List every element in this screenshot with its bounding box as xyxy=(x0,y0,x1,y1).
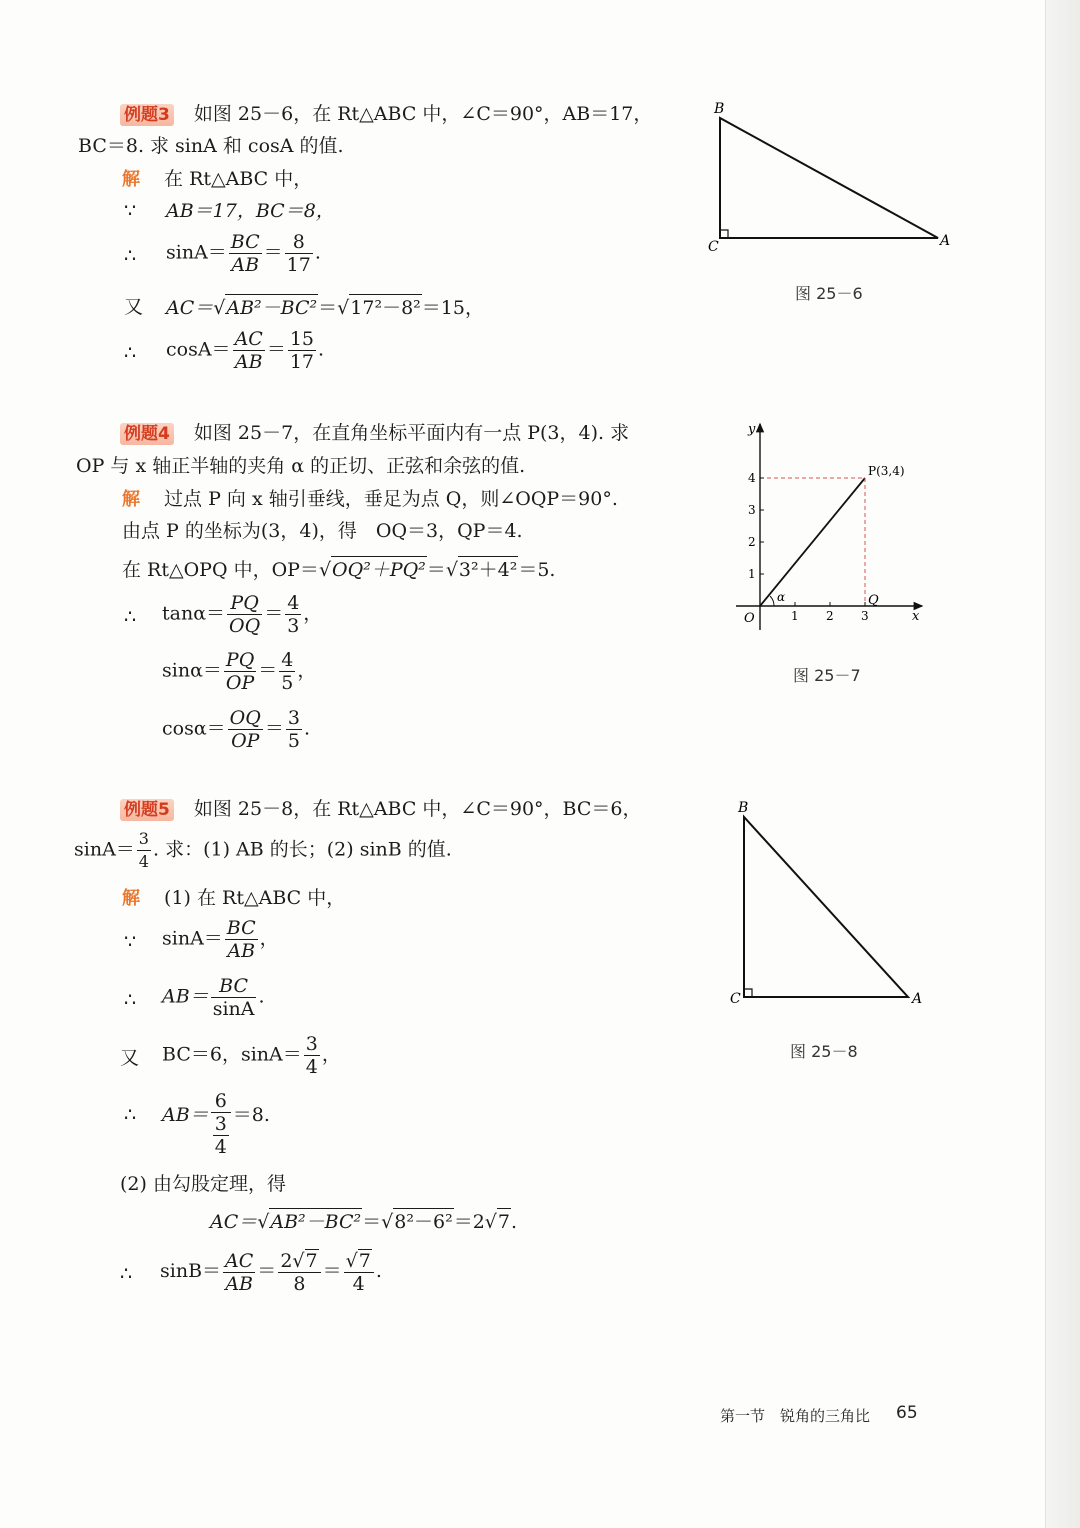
ex3-solution-label: 解 xyxy=(122,169,140,190)
caption-25-6: 图 25－6 xyxy=(795,284,863,303)
radical: AB²－BC² xyxy=(269,1208,362,1235)
ex3-line1: 例题3 如图 25－6，在 Rt△ABC 中，∠C＝90°，AB＝17， xyxy=(120,101,652,127)
ex3-sol-line1: 解 在 Rt△ABC 中， xyxy=(122,168,313,190)
radical: AB²－BC² xyxy=(225,294,318,321)
ex5-tag: 例题5 xyxy=(120,799,174,821)
tick-label-y3: 3 xyxy=(748,503,756,517)
fraction: $\frac{PQ}{OP}$ xyxy=(225,649,255,694)
segment-op xyxy=(760,478,865,606)
tick-label-x2: 2 xyxy=(826,609,834,623)
fraction: $\frac{3}{4}$ xyxy=(138,829,149,871)
label-a: A xyxy=(912,991,923,1007)
ex5-line2: sinA＝ $\frac{3}{4}$ . 求：(1) AB 的长；(2) sinB 的值. xyxy=(74,829,452,871)
ex4-sol-line2: 由点 P 的坐标为(3，4)，得 OQ＝3，QP＝4. xyxy=(122,520,523,542)
label-a: A xyxy=(940,233,951,249)
fraction: $\frac{4}{5}$ xyxy=(281,649,294,694)
label-q: Q xyxy=(868,593,879,608)
label-p: P(3,4) xyxy=(868,464,905,478)
radical: 17²－8² xyxy=(349,294,422,321)
fraction: $\frac{PQ}{OQ}$ xyxy=(229,592,261,637)
ex4-solution-label: 解 xyxy=(122,489,140,510)
fraction: $\frac{2√7}{8}$ xyxy=(278,1249,320,1295)
ex4-sol-line1: 解 过点 P 向 x 轴引垂线，垂足为点 Q，则∠OQP＝90°. xyxy=(122,488,618,510)
ex4-line2: OP 与 x 轴正半轴的夹角 α 的正切、正弦和余弦的值. xyxy=(76,455,526,477)
fraction: $\frac{BC}{AB}$ xyxy=(230,231,260,276)
ex5-line1: 例题5 如图 25－8，在 Rt△ABC 中，∠C＝90°，BC＝6， xyxy=(120,796,641,822)
label-c: C xyxy=(708,239,719,255)
ex5-solution-label: 解 xyxy=(122,888,140,909)
ex3-tag: 例题3 xyxy=(120,104,174,126)
ex4-sol-line6: cosα＝ $\frac{OQ}{OP}$ ＝ $\frac{3}{5}$ . xyxy=(162,707,310,752)
ex3-line2: BC＝8. 求 sinA 和 cosA 的值. xyxy=(78,135,344,157)
page-number: 65 xyxy=(896,1403,918,1423)
fraction: $\frac{3}{5}$ xyxy=(287,707,300,752)
radical: 7 xyxy=(497,1208,511,1235)
ex5-sol-line7: AC＝√AB²－BC²＝√8²－6²＝2√7. xyxy=(210,1208,517,1235)
ex5-sol-line6: (2) 由勾股定理，得 xyxy=(120,1173,286,1195)
complex-fraction: 6 3 4 xyxy=(211,1090,231,1158)
radical: OQ²＋PQ² xyxy=(331,556,427,583)
tick-label-y2: 2 xyxy=(748,535,756,549)
fraction: $\frac{AC}{AB}$ xyxy=(234,328,263,373)
fraction: $\frac{8}{17}$ xyxy=(286,231,311,276)
triangle-abc xyxy=(720,118,938,238)
tick-label-y4: 4 xyxy=(748,471,756,485)
fraction: $\frac{OQ}{OP}$ xyxy=(229,707,261,752)
right-angle-mark xyxy=(744,989,752,997)
fraction: $\frac{√7}{4}$ xyxy=(344,1249,374,1295)
ex3-sol-line2: ∵ AB＝17，BC＝8， xyxy=(124,200,335,222)
tick-label-y1: 1 xyxy=(748,567,756,581)
ex4-line1: 例题4 如图 25－7，在直角坐标平面内有一点 P(3，4). 求 xyxy=(120,420,629,446)
triangle-abc xyxy=(744,817,908,997)
footer-section-title: 第一节 锐角的三角比 xyxy=(720,1407,871,1425)
caption-25-8: 图 25－8 xyxy=(790,1042,858,1061)
ex3-sol-line4: 又 AC＝√AB²－BC²＝√17²－8²＝15， xyxy=(124,296,484,319)
fraction: $\frac{AC}{AB}$ xyxy=(225,1249,254,1295)
page-edge xyxy=(1045,0,1080,1528)
label-x: x xyxy=(912,609,920,624)
fraction: $\frac{3}{4}$ xyxy=(305,1033,318,1078)
label-c: C xyxy=(730,991,741,1007)
figure-25-8 xyxy=(722,795,942,1015)
ex4-sol-line5: sinα＝ $\frac{PQ}{OP}$ ＝ $\frac{4}{5}$ ， xyxy=(162,649,317,694)
fraction: $\frac{BC}{\sin A}$ xyxy=(212,975,255,1020)
fraction: $\frac{15}{17}$ xyxy=(289,328,315,373)
ex5-sol-line1: 解 (1) 在 Rt△ABC 中， xyxy=(122,887,346,909)
figure-25-6 xyxy=(700,95,970,265)
label-b: B xyxy=(738,800,749,816)
label-alpha: α xyxy=(777,590,786,604)
ex4-sol-line3: 在 Rt△OPQ 中，OP＝√OQ²＋PQ²＝√3²＋4²＝5. xyxy=(122,556,555,583)
tick-label-x3: 3 xyxy=(861,609,869,623)
label-b: B xyxy=(714,101,725,117)
tick-label-x1: 1 xyxy=(791,609,799,623)
right-angle-mark xyxy=(720,230,728,238)
caption-25-7: 图 25－7 xyxy=(793,666,861,685)
label-y: y xyxy=(748,422,756,437)
ex4-tag: 例题4 xyxy=(120,423,174,445)
radical: 8²－6² xyxy=(393,1208,453,1235)
fraction: $\frac{BC}{AB}$ xyxy=(226,917,256,962)
figure-25-7 xyxy=(730,418,930,633)
radical: 3²＋4² xyxy=(458,556,518,583)
label-origin: O xyxy=(744,611,755,626)
angle-arc xyxy=(770,596,774,606)
fraction: $\frac{4}{3}$ xyxy=(287,592,300,637)
